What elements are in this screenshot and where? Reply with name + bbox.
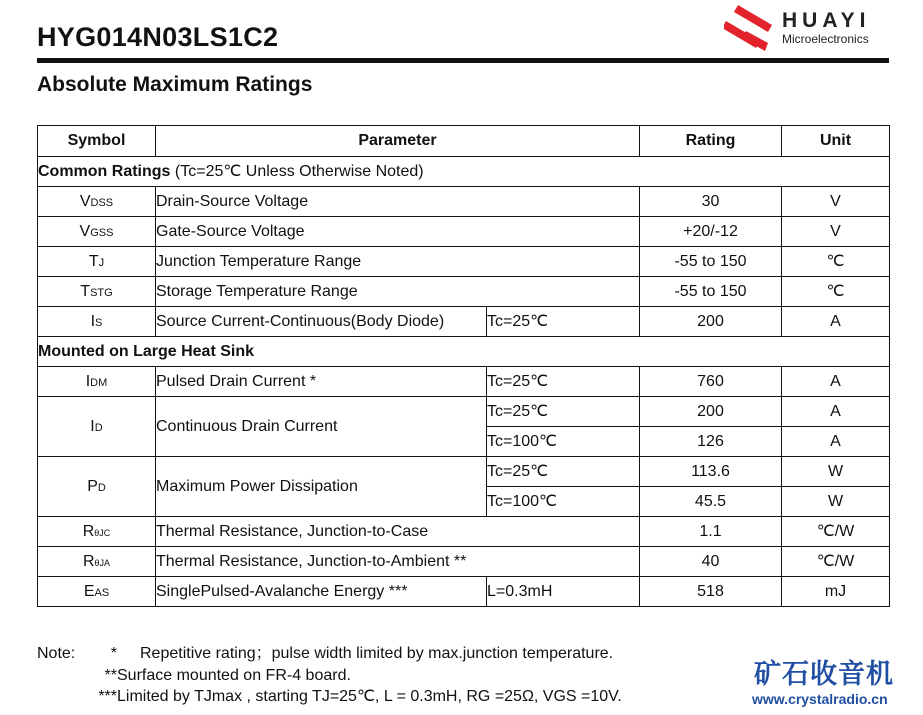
unit-cell: W <box>782 487 890 517</box>
parameter-cell: SinglePulsed-Avalanche Energy *** <box>156 577 487 607</box>
parameter-cell: Gate-Source Voltage <box>156 217 640 247</box>
note-text: Repetitive rating；pulse width limited by max.junction temperature. <box>140 645 614 662</box>
rating-cell: 1.1 <box>640 517 782 547</box>
parameter-cell: Source Current-Continuous(Body Diode) <box>156 307 487 337</box>
symbol-cell: IS <box>38 307 156 337</box>
unit-cell: A <box>782 427 890 457</box>
watermark-url: www.crystalradio.cn <box>752 691 888 707</box>
rating-cell: +20/-12 <box>640 217 782 247</box>
note-text: Limited by TJmax , starting TJ=25℃, L = 0.3mH, RG =25Ω, VGS =10V. <box>117 688 622 705</box>
parameter-cell: Thermal Resistance, Junction-to-Case <box>156 517 640 547</box>
symbol-cell: TJ <box>38 247 156 277</box>
header-symbol: Symbol <box>38 126 156 157</box>
unit-cell: ℃ <box>782 277 890 307</box>
unit-cell: ℃ <box>782 247 890 277</box>
unit-cell: mJ <box>782 577 890 607</box>
unit-cell: W <box>782 457 890 487</box>
parameter-cell: Drain-Source Voltage <box>156 187 640 217</box>
condition-cell: Tc=25℃ <box>487 367 640 397</box>
parameter-cell: Junction Temperature Range <box>156 247 640 277</box>
symbol-cell: RθJA <box>38 547 156 577</box>
header-unit: Unit <box>782 126 890 157</box>
note-text: Surface mounted on FR-4 board. <box>117 666 351 684</box>
rating-cell: 30 <box>640 187 782 217</box>
ratings-table <box>37 125 890 607</box>
note-mark: ** <box>104 666 117 684</box>
rating-cell: -55 to 150 <box>640 247 782 277</box>
note-label: Note: <box>37 645 76 662</box>
unit-cell: A <box>782 367 890 397</box>
rating-cell: 40 <box>640 547 782 577</box>
rating-cell: 760 <box>640 367 782 397</box>
note-item <box>37 665 622 687</box>
unit-cell: ℃/W <box>782 517 890 547</box>
table-row <box>38 307 890 337</box>
group-row-mounted <box>38 337 890 367</box>
rating-cell: 200 <box>640 307 782 337</box>
condition-cell: Tc=100℃ <box>487 487 640 517</box>
symbol-cell: ID <box>38 397 156 457</box>
note-item <box>37 643 622 665</box>
rating-cell: 126 <box>640 427 782 457</box>
symbol-cell: IDM <box>38 367 156 397</box>
table-row <box>38 217 890 247</box>
header-rule <box>37 58 889 63</box>
group-common-ratings <box>38 157 890 187</box>
table-row <box>38 277 890 307</box>
condition-cell: Tc=25℃ <box>487 457 640 487</box>
table-row <box>38 457 890 487</box>
symbol-cell: VGSS <box>38 217 156 247</box>
section-title: Absolute Maximum Ratings <box>37 73 313 96</box>
note-mark: * <box>110 645 117 662</box>
table-row <box>38 367 890 397</box>
group-mounted-heat-sink: Mounted on Large Heat Sink <box>38 337 890 367</box>
watermark-chinese: 矿石收音机 <box>754 659 894 690</box>
symbol-cell: PD <box>38 457 156 517</box>
part-number-title: HYG014N03LS1C2 <box>37 22 279 52</box>
watermark <box>750 652 920 712</box>
header-parameter: Parameter <box>156 126 640 157</box>
unit-cell: ℃/W <box>782 547 890 577</box>
note-mark: *** <box>98 688 117 705</box>
rating-cell: -55 to 150 <box>640 277 782 307</box>
condition-cell: L=0.3mH <box>487 577 640 607</box>
symbol-cell: VDSS <box>38 187 156 217</box>
group-common-title: Common Ratings <box>38 162 171 180</box>
table-row <box>38 247 890 277</box>
parameter-cell: Storage Temperature Range <box>156 277 640 307</box>
unit-cell: A <box>782 307 890 337</box>
group-row-common <box>38 157 890 187</box>
rating-cell: 200 <box>640 397 782 427</box>
parameter-cell: Thermal Resistance, Junction-to-Ambient ** <box>156 547 640 577</box>
table-row <box>38 397 890 427</box>
brand-subtitle: Microelectronics <box>782 32 869 46</box>
symbol-cell: TSTG <box>38 277 156 307</box>
parameter-cell: Pulsed Drain Current * <box>156 367 487 397</box>
notes-section <box>37 643 622 708</box>
parameter-cell: Maximum Power Dissipation <box>156 457 487 517</box>
condition-cell: Tc=100℃ <box>487 427 640 457</box>
table-row <box>38 547 890 577</box>
symbol-cell: EAS <box>38 577 156 607</box>
table-row <box>38 577 890 607</box>
rating-cell: 113.6 <box>640 457 782 487</box>
parameter-cell: Continuous Drain Current <box>156 397 487 457</box>
table-row <box>38 517 890 547</box>
unit-cell: V <box>782 187 890 217</box>
rating-cell: 45.5 <box>640 487 782 517</box>
table-row <box>38 187 890 217</box>
unit-cell: A <box>782 397 890 427</box>
condition-cell: Tc=25℃ <box>487 307 640 337</box>
huayi-logo <box>724 5 894 55</box>
brand-name: HUAYI <box>782 9 871 32</box>
condition-cell: Tc=25℃ <box>487 397 640 427</box>
huayi-slash-logo-icon <box>724 5 776 53</box>
header-rating: Rating <box>640 126 782 157</box>
group-common-note: (Tc=25℃ Unless Otherwise Noted) <box>170 162 424 180</box>
unit-cell: V <box>782 217 890 247</box>
table-header-row <box>38 126 890 157</box>
note-item <box>37 686 622 708</box>
symbol-cell: RθJC <box>38 517 156 547</box>
rating-cell: 518 <box>640 577 782 607</box>
